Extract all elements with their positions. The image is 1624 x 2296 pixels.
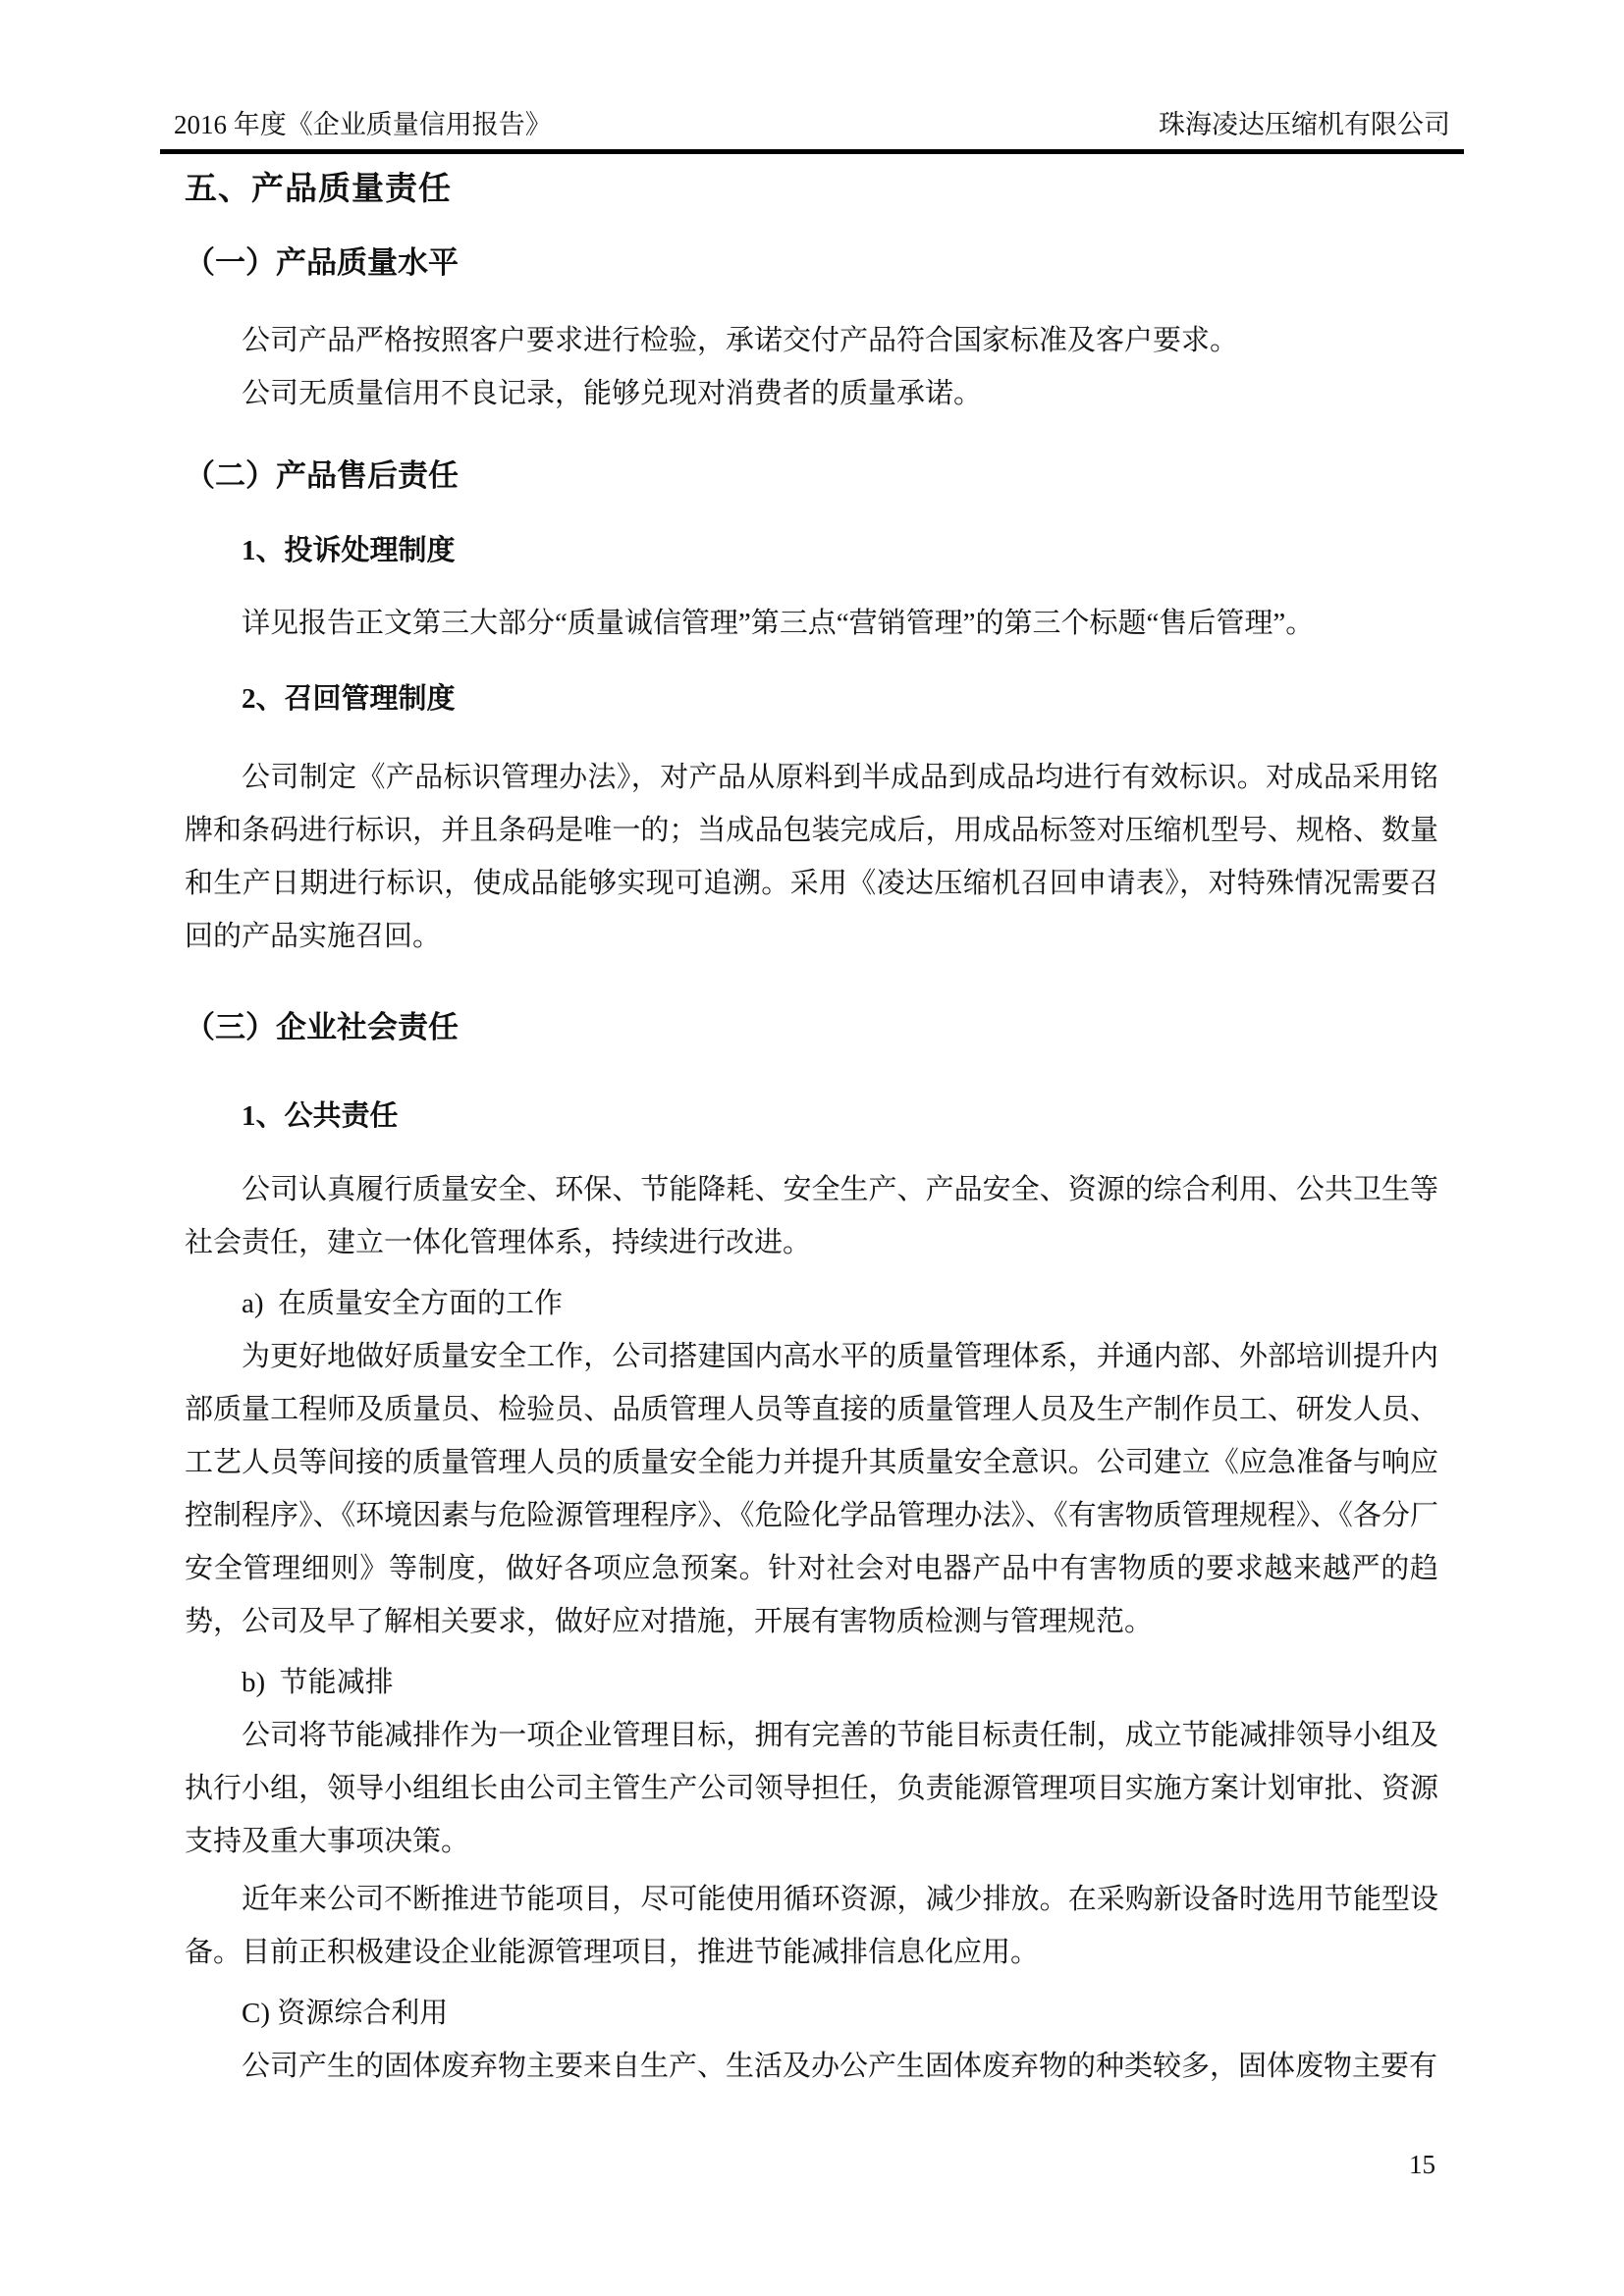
report-title: 2016 年度《企业质量信用报告》 xyxy=(174,110,552,139)
paragraph: 公司无质量信用不良记录，能够兑现对消费者的质量承诺。 xyxy=(242,378,983,409)
paragraph: 近年来公司不断推进节能项目，尽可能使用循环资源，减少排放。在采购新设备时选用节能型设备。目前正积极建设企业能源管理项目，推进节能减排信息化应用。 xyxy=(185,1884,1438,1968)
subsection-heading-complaint-handling-system: 1、投诉处理制度 xyxy=(242,535,456,566)
company-name: 珠海凌达压缩机有限公司 xyxy=(1159,110,1450,139)
paragraph: 公司认真履行质量安全、环保、节能降耗、安全生产、产品安全、资源的综合利用、公共卫生等社会责任，建立一体化管理体系，持续进行改进。 xyxy=(185,1174,1438,1258)
chapter-heading: 五、产品质量责任 xyxy=(185,172,452,207)
subsection-heading-public-responsibility: 1、公共责任 xyxy=(242,1100,399,1132)
page-content xyxy=(0,168,1624,2093)
paragraph: 公司将节能减排作为一项企业管理目标，拥有完善的节能目标责任制，成立节能减排领导小组及执行小组，领导小组组长由公司主管生产公司领导担任，负责能源管理项目实施方案计划审批、资源支持及重大事项决策。 xyxy=(185,1720,1438,1857)
paragraph: 详见报告正文第三大部分“质量诚信管理”第三点“营销管理”的第三个标题“售后管理”。 xyxy=(242,608,1315,639)
paragraph: 公司产生的固体废弃物主要来自生产、生活及办公产生固体废弃物的种类较多，固体废物主要有 xyxy=(242,2051,1438,2082)
list-item-b-energy-saving: b) 节能减排 xyxy=(242,1667,394,1698)
section-heading-after-sales-responsibility: （二）产品售后责任 xyxy=(185,458,459,493)
section-heading-corporate-social-responsibility: （三）企业社会责任 xyxy=(185,1010,459,1044)
running-header xyxy=(160,0,1464,154)
section-heading-product-quality-level: （一）产品质量水平 xyxy=(185,245,459,280)
paragraph: 为更好地做好质量安全工作，公司搭建国内高水平的质量管理体系，并通内部、外部培训提升内部质量工程师及质量员、检验员、品质管理人员等直接的质量管理人员及生产制作员工、研发人员、工艺人员等间接的质量管理人员的质量安全能力并提升其质量安全意识。公司建立《应急准备与响应控制程序》、《环境因素与危险源管理程序》、《危险化学品管理办法》、《有害物质管理规程》、《各分厂安全管理细则》等制度，做好各项应急预案。针对社会对电器产品中有害物质的要求越来越严的趋势，公司及早了解相关要求，做好应对措施，开展有害物质检测与管理规范。 xyxy=(185,1341,1438,1637)
paragraph: 公司产品严格按照客户要求进行检验，承诺交付产品符合国家标准及客户要求。 xyxy=(242,325,1239,356)
list-item-a-quality-safety-work: a) 在质量安全方面的工作 xyxy=(242,1288,564,1319)
list-item-c-resource-utilization: C) 资源综合利用 xyxy=(242,1998,449,2029)
paragraph: 公司制定《产品标识管理办法》，对产品从原料到半成品到成品均进行有效标识。对成品采用铭牌和条码进行标识，并且条码是唯一的；当成品包装完成后，用成品标签对压缩机型号、规格、数量和生产日期进行标识，使成品能够实现可追溯。采用《凌达压缩机召回申请表》，对特殊情况需要召回的产品实施召回。 xyxy=(185,762,1438,952)
subsection-heading-recall-management-system: 2、召回管理制度 xyxy=(242,683,456,715)
page-number: 15 xyxy=(1409,2150,1435,2179)
